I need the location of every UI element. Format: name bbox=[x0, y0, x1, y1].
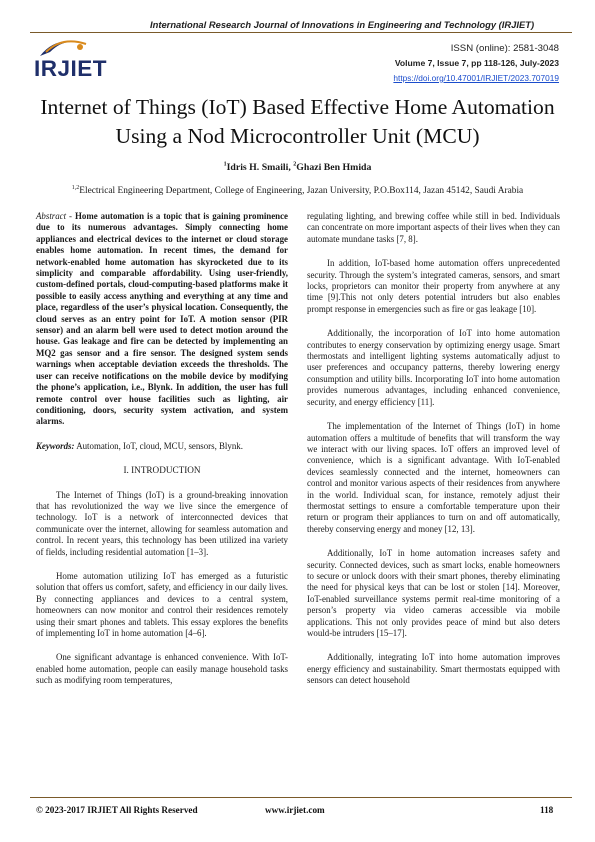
right-column bbox=[307, 211, 560, 700]
body-paragraph: Home automation utilizing IoT has emerged as a futuristic solution that offers us comfort, safety, and efficiency in our daily lives. By connecting appliances and devices to a central system, homeowners can now monitor and control their residences remotely using their smart phones and tablets. This essay explores the benefits of implementing IoT in home automation [4–6]. bbox=[36, 570, 288, 638]
journal-name: International Research Journal of Innovations in Engineering and Technology (IRJIET) bbox=[150, 19, 535, 30]
body-paragraph: The Internet of Things (IoT) is a ground-breaking innovation that has revolutionized the way we live since the emergence of technology. IoT is a network of interconnected devices that communicate over the internet, allowing for seamless automation and control. In recent years, this technology has been utilized ina variety of fields, including residential automation [1–3]. bbox=[36, 489, 288, 557]
affiliation-text: Electrical Engineering Department, College of Engineering, Jazan University, P.O.Box114, Jazan 45142, Saudi Arabia bbox=[79, 186, 524, 196]
doi-link[interactable]: https://doi.org/10.47001/IRJIET/2023.707019 bbox=[393, 72, 559, 83]
page-number: 118 bbox=[540, 805, 554, 815]
footer-website[interactable]: www.irjiet.com bbox=[265, 805, 325, 815]
header-divider bbox=[30, 32, 572, 33]
footer-copyright: © 2023-2017 IRJIET All Rights Reserved bbox=[36, 805, 198, 815]
journal-logo bbox=[32, 36, 150, 88]
body-paragraph: Additionally, integrating IoT into home automation improves energy efficiency and sustainability. Smart thermostats equipped with sensors can detect household bbox=[307, 652, 560, 686]
abstract bbox=[36, 211, 288, 428]
body-paragraph: regulating lighting, and brewing coffee while still in bed. Individuals can concentrate on more important aspects of their lives when they can automate mundane tasks [7, 8]. bbox=[307, 211, 560, 244]
issn: ISSN (online): 2581-3048 bbox=[450, 43, 559, 54]
logo-text: IRJIET bbox=[34, 56, 108, 81]
author-1-sup: 1 bbox=[223, 161, 227, 168]
body-paragraph: Additionally, the incorporation of IoT into home automation contributes to energy conservation by optimizing energy usage. Smart thermostats and intelligent lighting systems automatically adjust to user preferences and occupancy patterns, thereby lowering energy consumption and utility bills. Incorporating IoT into home automation provides numerous advantages, including enhanced convenience, security, and energy efficiency [11]. bbox=[307, 328, 560, 407]
body-paragraph: In addition, IoT-based home automation offers unprecedented security. Through the system’s integrated cameras, sensors, and smart locks, proprietors can monitor their property from anywhere at any time [9].This not only deters potential intruders but also enables prompt response in emergencies such as fire or gas leakage [10]. bbox=[307, 258, 560, 314]
affiliation-sup: 1,2 bbox=[71, 184, 80, 191]
body-paragraph: The implementation of the Internet of Things (IoT) in home automation offers a multitude of benefits that will transform the way we interact with our living spaces. IoT offers an improved level of convenience, which is a significant advantage. With IoT-enabled devices seamlessly connected and the internet, homeowners can control and monitor various aspects of their residences from anywhere in the world. Individual scan, for instance, remotely adjust their thermostat settings to ensure a comfortable temperature upon their return or program their appliances to turn on and off automatically, thereby conserving energy and money [12, 13]. bbox=[307, 421, 560, 534]
paper-title: Internet of Things (IoT) Based Effective Home Automation Using a Nod Microcontroller Unit (MCU) bbox=[40, 95, 555, 148]
author-2: Ghazi Ben Hmida bbox=[296, 162, 372, 173]
section-heading: I. INTRODUCTION bbox=[123, 465, 201, 476]
issn-block bbox=[393, 42, 559, 85]
keywords-lead: Keywords: bbox=[36, 440, 75, 451]
abstract-lead: Abstract - bbox=[36, 211, 73, 221]
body-paragraph: One significant advantage is enhanced convenience. With IoT-enabled home automation, people can easily manage household tasks such as modifying room temperatures, bbox=[36, 652, 288, 686]
author-1: Idris H. Smaili, bbox=[226, 162, 291, 173]
keywords-text: Automation, IoT, cloud, MCU, sensors, Blynk. bbox=[76, 440, 243, 451]
affiliation bbox=[0, 186, 595, 196]
body-paragraph: Additionally, IoT in home automation increases safety and security. Connected devices, such as smart locks, enable homeowners to secure or unlock doors with their smart phones, thereby eliminating the need for physical keys that can be lost or stolen [14]. Moreover, IoT-enabled surveillance systems permit real-time monitoring of a person’s property via video cameras accessible via mobile applications. This not only provides peace of mind but also deters would-be intruders [15–17]. bbox=[307, 548, 560, 638]
volume-info: Volume 7, Issue 7, pp 118-126, July-2023 bbox=[394, 58, 559, 69]
author-2-sup: 2 bbox=[293, 161, 297, 168]
left-column bbox=[36, 211, 288, 700]
keywords bbox=[36, 441, 288, 452]
author-list bbox=[0, 162, 595, 173]
abstract-text: Home automation is a topic that is gaining prominence due to its numerous advantages. Simply connecting home appliances and electrical devices to the internet or cloud storage enables home automation. In recent times, the demand for network-enabled home automation has skyrocketed due to its simplicity and comparable affordability. Using user-friendly, custom-defined portals, cloud-computing-based platforms make it possible to easily access anything and everything at any time and place, regardless of the user’s physical location. Consequently, the cloud serves as an entry point for IoT. A motion sensor (PIR sensor) and an alarm bell were used to detect motion around the house. Gas leakage and fire can be detected by implementing an MQ2 gas sensor and a fire sensor. The designed system sends warnings when acceptable deviation exceeds the thresholds. The user can receive notifications on the mobile device by modifying the phone’s application, i.e., Blynk. In addition, the user has full remote control over house facilities such as lighting, air conditioning, doors, security system activation, and system alarms. bbox=[36, 211, 288, 427]
footer-divider bbox=[30, 797, 572, 798]
